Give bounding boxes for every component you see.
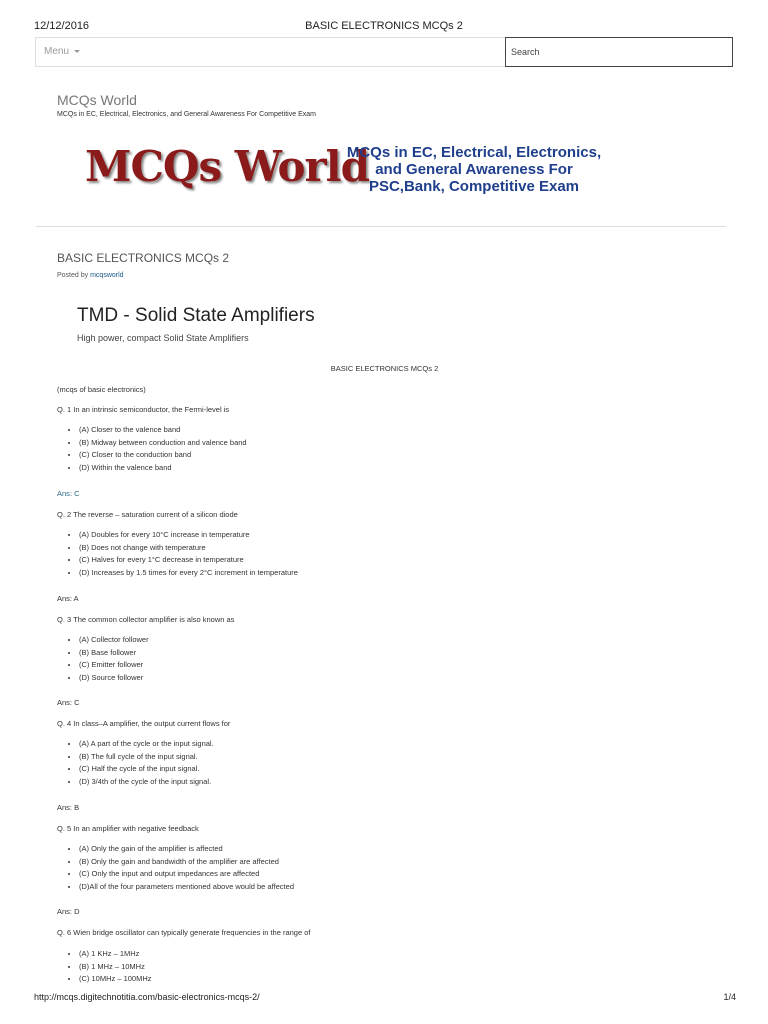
- answer: Ans: C: [57, 489, 80, 498]
- question-text: Q. 5 In an amplifier with negative feedback: [57, 824, 199, 833]
- option-item: • (B) Only the gain and bandwidth of the amplifier are affected: [79, 856, 294, 869]
- option-item: • (C) Halves for every 1°C decrease in temperature: [79, 554, 298, 567]
- content-intro: (mcqs of basic electronics): [57, 385, 146, 394]
- option-item: • (A) Closer to the valence band: [79, 424, 247, 437]
- option-item: • (B) The full cycle of the input signal.: [79, 751, 214, 764]
- option-item: • (B) Does not change with temperature: [79, 542, 298, 555]
- option-item: • (D) Source follower: [79, 672, 149, 685]
- option-item: • (C) Half the cycle of the input signal.: [79, 763, 214, 776]
- post-meta: [57, 272, 124, 279]
- question-text: Q. 4 In class–A amplifier, the output current flows for: [57, 719, 231, 728]
- banner-tagline-line: and General Awareness For: [375, 161, 573, 178]
- page-number: 1/4: [723, 992, 736, 1002]
- search-input[interactable]: Search: [505, 37, 733, 67]
- option-item: • (D)All of the four parameters mentioned above would be affected: [79, 881, 294, 894]
- question-text: Q. 6 Wien bridge oscillator can typically generate frequencies in the range of: [57, 928, 311, 937]
- options-list: [69, 738, 214, 788]
- options-list: [69, 634, 149, 684]
- question-text: Q. 3 The common collector amplifier is also known as: [57, 615, 235, 624]
- option-item: • (C) 10MHz – 100MHz: [79, 973, 152, 986]
- content-heading: BASIC ELECTRONICS MCQs 2: [330, 364, 439, 373]
- site-banner[interactable]: [80, 140, 640, 200]
- ad-banner[interactable]: [77, 305, 315, 351]
- answer: Ans: C: [57, 698, 80, 707]
- option-item: • (B) Midway between conduction and valence band: [79, 437, 247, 450]
- option-item: • (C) Only the input and output impedances are affected: [79, 868, 294, 881]
- print-title: BASIC ELECTRONICS MCQs 2: [305, 20, 463, 32]
- site-description: MCQs in EC, Electrical, Electronics, and General Awareness For Competitive Exam: [57, 111, 316, 118]
- option-item: • (A) Doubles for every 10°C increase in temperature: [79, 529, 298, 542]
- option-item: • (A) Only the gain of the amplifier is affected: [79, 843, 294, 856]
- posted-by-label: Posted by: [57, 272, 89, 279]
- answer: Ans: A: [57, 594, 79, 603]
- print-date: 12/12/2016: [34, 20, 90, 32]
- author-link[interactable]: mcqsworld: [90, 272, 124, 279]
- menu-label: Menu: [44, 46, 70, 57]
- options-list: [69, 424, 247, 474]
- option-item: • (C) Closer to the conduction band: [79, 449, 247, 462]
- banner-logo: MCQs World: [85, 142, 369, 191]
- answer: Ans: D: [57, 907, 80, 916]
- answer: Ans: B: [57, 803, 80, 812]
- options-list: [69, 843, 294, 893]
- question-text: Q. 1 In an intrinsic semiconductor, the Fermi-level is: [57, 405, 230, 414]
- option-item: • (A) 1 KHz – 1MHz: [79, 948, 152, 961]
- question-text: Q. 2 The reverse – saturation current of a silicon diode: [57, 510, 238, 519]
- option-item: • (D) Increases by 1.5 times for every 2°C increment in temperature: [79, 567, 298, 580]
- options-list: [69, 948, 152, 986]
- ad-subtitle: High power, compact Solid State Amplifiers: [77, 333, 249, 343]
- option-item: • (A) Collector follower: [79, 634, 149, 647]
- post-title: BASIC ELECTRONICS MCQs 2: [57, 251, 230, 265]
- option-item: • (C) Emitter follower: [79, 659, 149, 672]
- menu-toggle[interactable]: [44, 46, 80, 57]
- banner-tagline-line: PSC,Bank, Competitive Exam: [368, 178, 580, 195]
- banner-tagline-line: MCQs in EC, Electrical, Electronics,: [346, 144, 602, 161]
- print-url: http://mcqs.digitechnotitia.com/basic-electronics-mcqs-2/: [34, 992, 260, 1002]
- print-header: [0, 0, 768, 36]
- navbar: [35, 37, 733, 67]
- site-title[interactable]: MCQs World: [57, 92, 137, 108]
- option-item: • (D) Within the valence band: [79, 462, 247, 475]
- option-item: • (B) 1 MHz – 10MHz: [79, 961, 152, 974]
- chevron-down-icon: [74, 50, 80, 53]
- ad-title: TMD - Solid State Amplifiers: [77, 305, 315, 326]
- option-item: • (A) A part of the cycle or the input signal.: [79, 738, 214, 751]
- divider: [36, 226, 726, 227]
- option-item: • (D) 3/4th of the cycle of the input signal.: [79, 776, 214, 789]
- options-list: [69, 529, 298, 579]
- banner-tagline: [318, 144, 630, 195]
- option-item: • (B) Base follower: [79, 647, 149, 660]
